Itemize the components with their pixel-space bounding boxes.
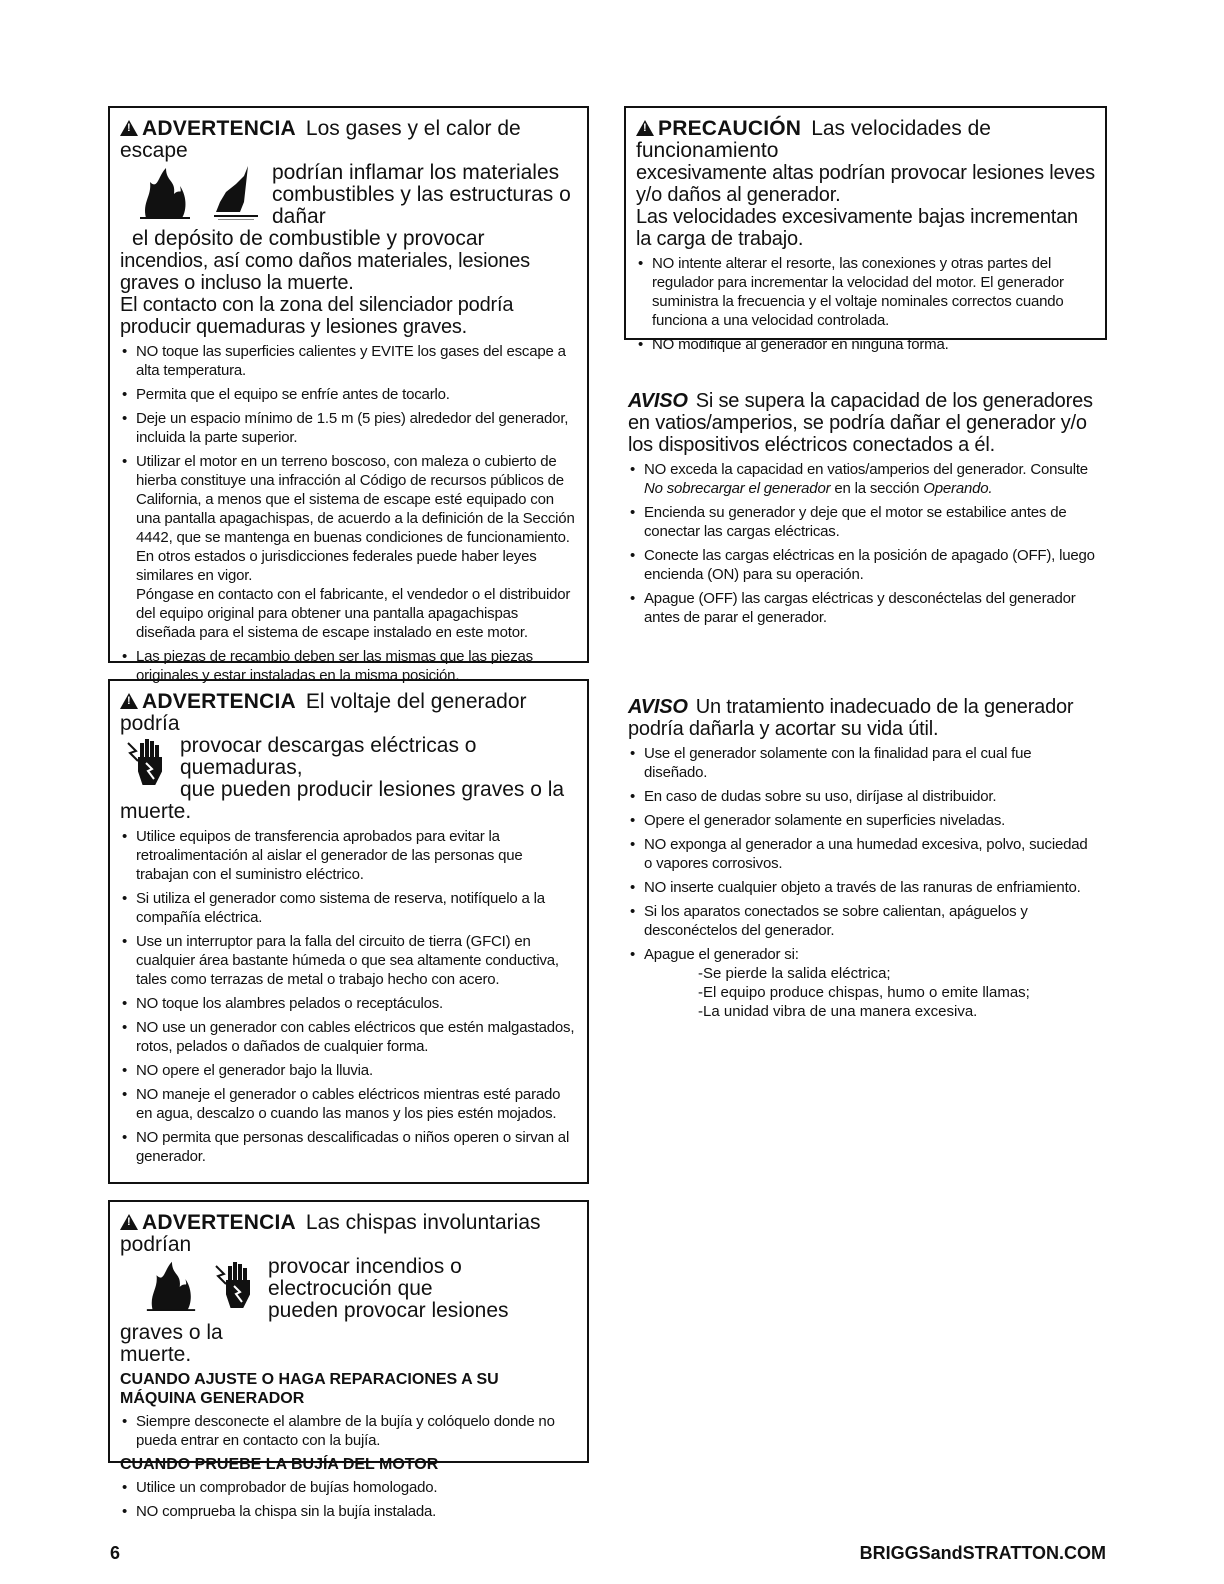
warning-header: !ADVERTENCIA Las chispas involuntarias podrían — [120, 1212, 577, 1256]
warning-box-exhaust: !ADVERTENCIA Los gases y el calor de escape podrían inflamar los materiales combustibles y las estructuras o dañar el depósito de combustible y provocar incendios, así como daños materiales, lesiones graves o incluso la muerte. El contacto con la zona del silenciador podría producir quemaduras y lesiones graves. • NO toque las superficies calientes y EVITE los gases del escape a alta temperatura. • Permita que el equipo se enfríe antes de tocarlo. • Deje un espacio mínimo de 1.5 m (5 pies) alrededor del generador, incluida la parte superior. • Utilizar el motor en un terreno boscoso, con maleza o cubierto de hierba constituye una infracción al Código de recursos públicos de California, a menos que el sistema de escape esté equipado con una pantalla apagachispas, de acuerdo a la definición de la Sección 4442, que se mantenga en buenas condiciones de funcionamiento. En otros estados o jurisdicciones federales puede haber leyes similares en vigor. Póngase en contacto con el fabricante, el vendedor o el distribuidor del equipo original para obtener una pantalla apagachispas diseñada para el sistema de escape instalado en este motor. • Las piezas de recambio deben ser las mismas que las piezas originales y estar instaladas en la misma posición. — [108, 106, 589, 663]
warning-list — [120, 1478, 577, 1521]
list-item: • Deje un espacio mínimo de 1.5 m (5 pies) alrededor del generador, incluida la parte superior. — [120, 409, 577, 447]
list-item: • Encienda su generador y deje que el motor se estabilice antes de conectar las cargas eléctricas. — [628, 503, 1098, 541]
caution-text: Las velocidades excesivamente bajas incrementan la carga de trabajo. — [636, 206, 1078, 250]
list-item: • NO modifique al generador en ninguna forma. — [636, 335, 1095, 354]
signal-word: ADVERTENCIA — [142, 690, 296, 713]
warning-header: !ADVERTENCIA Los gases y el calor de escape — [120, 118, 577, 162]
list-item: • NO inserte cualquier objeto a través de las ranuras de enfriamiento. — [628, 878, 1098, 897]
warning-text: El contacto con la zona del silenciador podría producir quemaduras y lesiones graves. — [120, 294, 514, 338]
signal-word: ADVERTENCIA — [142, 117, 296, 140]
hazard-icons — [126, 737, 168, 789]
warning-box-shock: !ADVERTENCIA El voltaje del generador podría provocar descargas eléctricas o quemaduras, que pueden producir lesiones graves o la muerte. • Utilice equipos de transferencia aprobados para evitar la retroalimentación al aislar el generador de las personas que trabajan con el suministro eléctrico. • Si utiliza el generador como sistema de reserva, notifíquelo a la compañía eléctrica. • Use un interruptor para la falla del circuito de tierra (GFCI) en cualquier área bastante húmeda o que sea altamente conductiva, tales como terrazas de metal o trabajo hecho con acero. • NO toque los alambres pelados o receptáculos. • NO use un generador con cables eléctricos que estén malgastados, rotos, pelados o dañados de cualquier forma. • NO opere el generador bajo la lluvia. • NO maneje el generador o cables eléctricos mientras esté parado en agua, descalzo o cuando las manos y los pies estén mojados. • NO permita que personas descalificadas o niños operen o sirvan al generador. — [108, 679, 589, 1184]
list-item: • Use el generador solamente con la finalidad para el cual fue diseñado. — [628, 744, 1098, 782]
warning-list — [120, 1412, 577, 1450]
list-item: • NO exceda la capacidad en vatios/amperios del generador. Consulte No sobrecargar el generador en la sección Operando. — [628, 460, 1098, 498]
warning-list — [120, 827, 577, 1166]
list-item: • En caso de dudas sobre su uso, diríjase al distribuidor. — [628, 787, 1098, 806]
list-item: • Si los aparatos conectados se sobre calientan, apáguelos y desconéctelos del generador. — [628, 902, 1098, 940]
alert-triangle-icon — [636, 120, 654, 136]
alert-triangle-icon — [120, 120, 138, 136]
website-footer: BRIGGSandSTRATTON.COM — [859, 1543, 1106, 1563]
list-item: • NO permita que personas descalificadas o niños operen o sirvan al generador. — [120, 1128, 577, 1166]
list-item: • NO intente alterar el resorte, las conexiones y otras partes del regulador para incrementar la velocidad del motor. El generador suministra la frecuencia y el voltaje nominales correctos cuando funciona a una velocidad controlada. — [636, 254, 1095, 330]
hazard-icons — [146, 1256, 256, 1312]
caution-text: excesivamente altas podrían provocar lesiones leves y/o daños al generador. — [636, 162, 1095, 206]
warning-box-sparks: !ADVERTENCIA Las chispas involuntarias podrían provocar incendios o electrocución que pueden provocar lesiones graves o la muerte. CUANDO AJUSTE O HAGA REPARACIONES A SU MÁQUINA GENERADOR • Siempre desconecte el alambre de la bujía y colóquelo donde no pueda entrar en contacto con la bujía. CUANDO PRUEBE LA BUJÍA DEL MOTOR • Utilice un comprobador de bujías homologado. • NO comprueba la chispa sin la bujía instalada. — [108, 1200, 589, 1463]
fire-icon — [140, 162, 190, 220]
warning-header: !ADVERTENCIA El voltaje del generador podría — [120, 691, 577, 735]
alert-triangle-icon — [120, 693, 138, 709]
notice-tag: AVISO — [628, 390, 688, 412]
section-subheading: CUANDO PRUEBE LA BUJÍA DEL MOTOR — [120, 1456, 439, 1473]
list-item: • Utilice equipos de transferencia aprobados para evitar la retroalimentación al aislar el generador de las personas que trabajan con el suministro eléctrico. — [120, 827, 577, 884]
list-item: • Siempre desconecte el alambre de la bujía y colóquelo donde no pueda entrar en contacto con la bujía. — [120, 1412, 577, 1450]
caution-header: !PRECAUCIÓN Las velocidades de funcionamiento — [636, 118, 1095, 162]
list-item: • NO use un generador con cables eléctricos que estén malgastados, rotos, pelados o dañados de cualquier forma. — [120, 1018, 577, 1056]
section-subheading: CUANDO AJUSTE O HAGA REPARACIONES A SU MÁQUINA GENERADOR — [120, 1371, 499, 1407]
list-item: • Utilizar el motor en un terreno boscoso, con maleza o cubierto de hierba constituye una infracción al Código de recursos públicos de California, a menos que el sistema de escape esté equipado con una pantalla apagachispas, de acuerdo a la definición de la Sección 4442, que se mantenga en buenas condiciones de funcionamiento. En otros estados o jurisdicciones federales puede haber leyes similares en vigor. Póngase en contacto con el fabricante, el vendedor o el distribuidor del equipo original para obtener una pantalla apagachispas diseñada para el sistema de escape instalado en este motor. — [120, 452, 577, 642]
list-item: • Utilice un comprobador de bujías homologado. — [120, 1478, 577, 1497]
condition-item: -Se pierde la salida eléctrica; — [698, 965, 891, 982]
condition-item: -El equipo produce chispas, humo o emite llamas; — [698, 984, 1030, 1001]
signal-word: ADVERTENCIA — [142, 1211, 296, 1234]
warning-text: incendios, así como daños materiales, lesiones graves o incluso la muerte. — [120, 250, 530, 294]
list-item: • Conecte las cargas eléctricas en la posición de apagado (OFF), luego encienda (ON) para su operación. — [628, 546, 1098, 584]
shock-icon — [126, 737, 168, 789]
notice-list — [628, 460, 1098, 627]
condition-list — [628, 964, 1098, 1021]
list-item: • NO comprueba la chispa sin la bujía instalada. — [120, 1502, 577, 1521]
notice-tag: AVISO — [628, 696, 688, 718]
alert-triangle-icon — [120, 1214, 138, 1230]
notice-list — [628, 744, 1098, 964]
hazard-icons — [140, 162, 260, 220]
caution-box-speed — [624, 106, 1107, 353]
list-item: • NO opere el generador bajo la lluvia. — [120, 1061, 577, 1080]
list-item: • Si utiliza el generador como sistema de reserva, notifíquelo a la compañía eléctrica. — [120, 889, 577, 927]
notice-capacity: AVISO Si se supera la capacidad de los generadores en vatios/amperios, se podría dañar el generador y/o los dispositivos eléctricos conectados a él. • NO exceda la capacidad en vatios/amperios del generador. Consulte No sobrecargar el generador en la sección Operando. • Encienda su generador y deje que el motor se estabilice antes de conectar las cargas eléctricas. • Conecte las cargas eléctricas en la posición de apagado (OFF), luego encienda (ON) para su operación. • Apague (OFF) las cargas eléctricas y desconéctelas del generador antes de parar el generador. — [628, 390, 1098, 632]
list-item: • Las piezas de recambio deben ser las mismas que las piezas originales y estar instaladas en la misma posición. — [120, 647, 577, 685]
page-number: 6 — [110, 1543, 121, 1563]
hot-surface-icon — [210, 162, 260, 220]
list-item: • NO toque las superficies calientes y EVITE los gases del escape a alta temperatura. — [120, 342, 577, 380]
fire-icon — [146, 1256, 196, 1312]
list-item: • Apague el generador si: — [628, 945, 1098, 964]
list-item: • Apague (OFF) las cargas eléctricas y desconéctelas del generador antes de parar el generador. — [628, 589, 1098, 627]
signal-word: PRECAUCIÓN — [658, 117, 802, 140]
shock-icon — [214, 1260, 256, 1312]
list-item: • Opere el generador solamente en superficies niveladas. — [628, 811, 1098, 830]
list-item: • Use un interruptor para la falla del circuito de tierra (GFCI) en cualquier área bastante húmeda o que sea altamente conductiva, tales como terrazas de metal o trabajo hecho con acero. — [120, 932, 577, 989]
warning-list — [120, 342, 577, 685]
notice-care: AVISO Un tratamiento inadecuado de la generador podría dañarla y acortar su vida útil. • Use el generador solamente con la finalidad para el cual fue diseñado. • En caso de dudas sobre su uso, diríjase al distribuidor. • Opere el generador solamente en superficies niveladas. • NO exponga al generador a una humedad excesiva, polvo, suciedad o vapores corrosivos. • NO inserte cualquier objeto a través de las ranuras de enfriamiento. • Si los aparatos conectados se sobre calientan, apáguelos y desconéctelos del generador. • Apague el generador si: -Se pierde la salida eléctrica; -El equipo produce chispas, humo o emite llamas; -La unidad vibra de una manera excesiva. — [628, 696, 1098, 1021]
list-item: • NO toque los alambres pelados o receptáculos. — [120, 994, 577, 1013]
list-item: • Permita que el equipo se enfríe antes de tocarlo. — [120, 385, 577, 404]
list-item: • NO exponga al generador a una humedad excesiva, polvo, suciedad o vapores corrosivos. — [628, 835, 1098, 873]
caution-list — [636, 254, 1095, 354]
list-item: • NO maneje el generador o cables eléctricos mientras esté parado en agua, descalzo o cuando las manos y los pies estén mojados. — [120, 1085, 577, 1123]
condition-item: -La unidad vibra de una manera excesiva. — [698, 1003, 978, 1020]
